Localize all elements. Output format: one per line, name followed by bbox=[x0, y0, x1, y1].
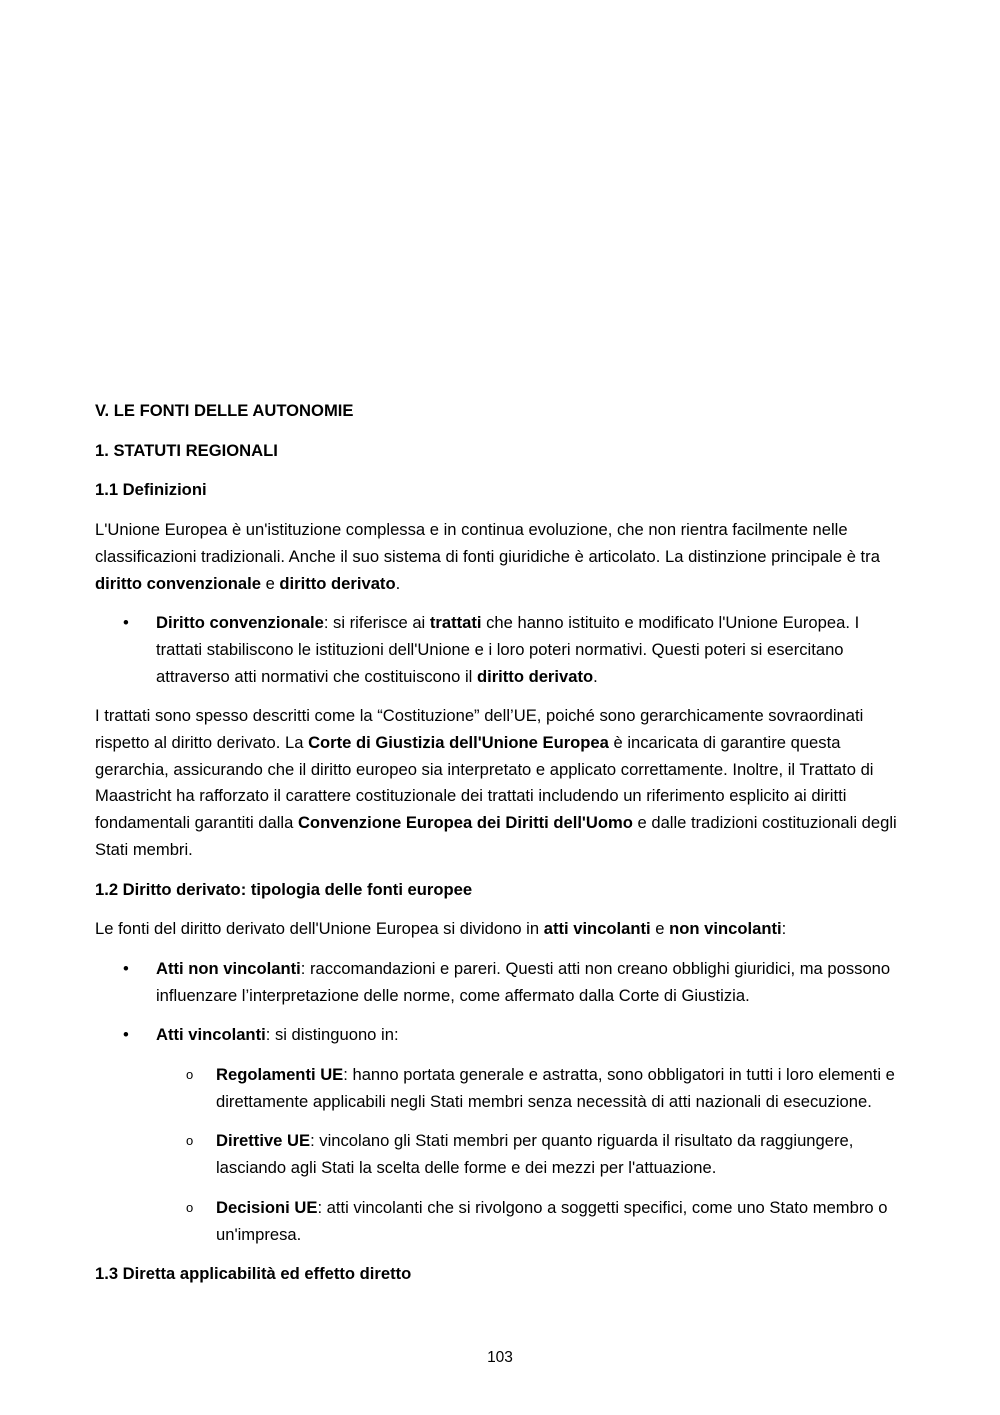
bullet-marker: • bbox=[123, 958, 129, 978]
page-content bbox=[95, 398, 905, 1301]
list-item-non-binding-acts: • Atti non vincolanti: raccomandazioni e pareri. Questi atti non creano obblighi giuridici, ma possono influenzare l’interpretazione delle norme, come affermato dalla Corte di Giustizia. bbox=[95, 956, 905, 1009]
sublist-item-regolamenti: o Regolamenti UE: hanno portata generale e astratta, sono obbligatori in tutti i loro elementi e direttamente applicabili negli Stati membri senza necessità di atti nazionali di esecuzione. bbox=[156, 1062, 905, 1115]
binding-acts-sublist bbox=[156, 1062, 905, 1248]
sublist-item-decisioni: o Decisioni UE: atti vincolanti che si rivolgono a soggetti specifici, come uno Stato membro o un'impresa. bbox=[156, 1195, 905, 1248]
conventional-law-list bbox=[95, 610, 905, 690]
page-number: 103 bbox=[487, 1349, 513, 1366]
chapter-heading: V. LE FONTI DELLE AUTONOMIE bbox=[95, 401, 354, 420]
subsection-heading-diretta-applicabilita: 1.3 Diretta applicabilità ed effetto diretto bbox=[95, 1264, 412, 1284]
circle-marker: o bbox=[186, 1067, 194, 1083]
intro-paragraph: L'Unione Europea è un'istituzione complessa e in continua evoluzione, che non rientra facilmente nelle classificazioni tradizionali. Anche il suo sistema di fonti giuridiche è articolato. La distinzione principale è tra diritto convenzionale e diritto derivato. bbox=[95, 520, 880, 593]
list-item-diritto-convenzionale: • Diritto convenzionale: si riferisce ai trattati che hanno istituito e modificato l'Unione Europea. I trattati stabiliscono le istituzioni dell'Unione e i loro poteri normativi. Questi poteri si esercitano attraverso atti normativi che costituiscono il diritto derivato. bbox=[95, 610, 905, 690]
bullet-marker: • bbox=[123, 1025, 129, 1045]
subsection-heading-definizioni: 1.1 Definizioni bbox=[95, 480, 207, 500]
circle-marker: o bbox=[186, 1199, 194, 1215]
section-heading: 1. STATUTI REGIONALI bbox=[95, 440, 278, 460]
derived-law-intro: Le fonti del diritto derivato dell'Unione Europea si dividono in atti vincolanti e non vincolanti: bbox=[95, 919, 787, 939]
sublist-item-direttive: o Direttive UE: vincolano gli Stati membri per quanto riguarda il risultato da raggiungere, lasciando agli Stati la scelta delle forme e dei mezzi per l'attuazione. bbox=[156, 1128, 905, 1181]
subsection-heading-diritto-derivato: 1.2 Diritto derivato: tipologia delle fonti europee bbox=[95, 879, 473, 899]
acts-list bbox=[95, 956, 905, 1248]
list-item-binding-acts: • Atti vincolanti: si distinguono in: o Regolamenti UE: hanno portata generale e astratta, sono obbligatori in tutti i loro elementi e direttamente applicabili negli Stati membri senza necessità di atti nazionali di esecuzione. o Direttive UE: vincolano gli Stati membri per quanto riguarda il risultato da raggiungere, lasciando agli Stati la scelta delle forme e dei mezzi per l'attuazione. o Decisioni UE: atti vincolanti che si rivolgono a soggetti specifici, come uno Stato membro o un'impresa. bbox=[95, 1022, 905, 1248]
bullet-marker: • bbox=[123, 613, 129, 633]
treaties-paragraph: I trattati sono spesso descritti come la “Costituzione” dell’UE, poiché sono gerarchicamente sovraordinati rispetto al diritto derivato. La Corte di Giustizia dell'Unione Europea è incaricata di garantire questa gerarchia, assicurando che il diritto europeo sia interpretato e applicato correttamente. Inoltre, il Trattato di Maastricht ha rafforzato il carattere costituzionale dei trattati includendo un riferimento esplicito ai diritti fondamentali garantiti dalla Convenzione Europea dei Diritti dell'Uomo e dalle tradizioni costituzionali degli Stati membri. bbox=[95, 706, 897, 859]
circle-marker: o bbox=[186, 1133, 194, 1149]
